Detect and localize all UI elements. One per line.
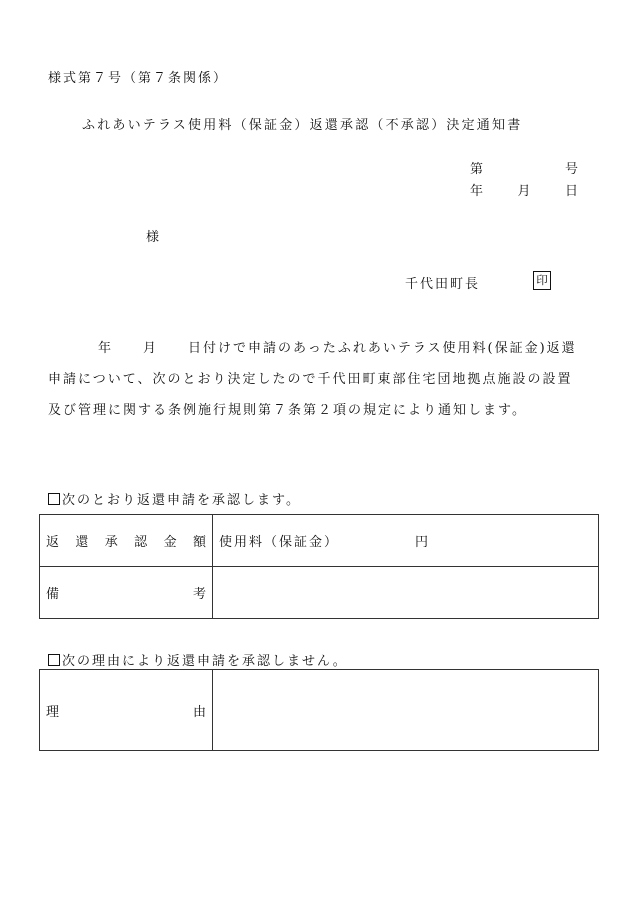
- addressee-honorific: 様: [146, 230, 160, 245]
- body-month: 月: [143, 341, 159, 356]
- table-row: [40, 670, 599, 751]
- seal-mark: 印: [533, 271, 551, 290]
- usage-fee-label: 使用料（保証金）: [219, 535, 340, 550]
- table-row: [40, 567, 599, 619]
- body-year: 年: [98, 341, 114, 356]
- reason-field[interactable]: [213, 670, 599, 751]
- remarks-label: 備 考: [40, 567, 213, 619]
- document-number-prefix: 第: [470, 162, 484, 177]
- notice-body: [48, 333, 583, 426]
- remarks-field[interactable]: [213, 567, 599, 619]
- date-month: 月: [517, 184, 531, 199]
- document-number: [470, 158, 578, 177]
- form-number: 様式第７号（第７条関係）: [48, 71, 229, 86]
- yen-unit: 円: [415, 535, 429, 550]
- document-date: [470, 180, 578, 199]
- document-title: ふれあいテラス使用料（保証金）返還承認（不承認）決定通知書: [82, 118, 523, 133]
- approve-heading-text: 次のとおり返還申請を承認します。: [62, 493, 301, 508]
- reason-label: 理 由: [40, 670, 213, 751]
- date-day: 日: [564, 184, 578, 199]
- document-number-suffix: 号: [564, 162, 578, 177]
- reject-checkbox[interactable]: [48, 654, 60, 666]
- reject-heading: [48, 650, 348, 669]
- table-row: [40, 515, 599, 567]
- approve-table: [39, 514, 599, 619]
- refund-amount-label: 返 還 承 認 金 額: [40, 515, 213, 567]
- body-text: 日付けで申請のあったふれあいテラス使用料(保証金)返還申請について、次のとおり決定したので千代田町東部住宅団地拠点施設の設置及び管理に関する条例施行規則第７条第２項の規定により通知します。: [48, 341, 577, 418]
- reject-heading-text: 次の理由により返還申請を承認しません。: [62, 654, 348, 669]
- reject-table: [39, 669, 599, 751]
- approve-heading: [48, 489, 301, 508]
- issuer-name: 千代田町長: [405, 277, 481, 292]
- refund-amount-field[interactable]: [213, 515, 599, 567]
- date-year: 年: [470, 184, 484, 199]
- approve-checkbox[interactable]: [48, 493, 60, 505]
